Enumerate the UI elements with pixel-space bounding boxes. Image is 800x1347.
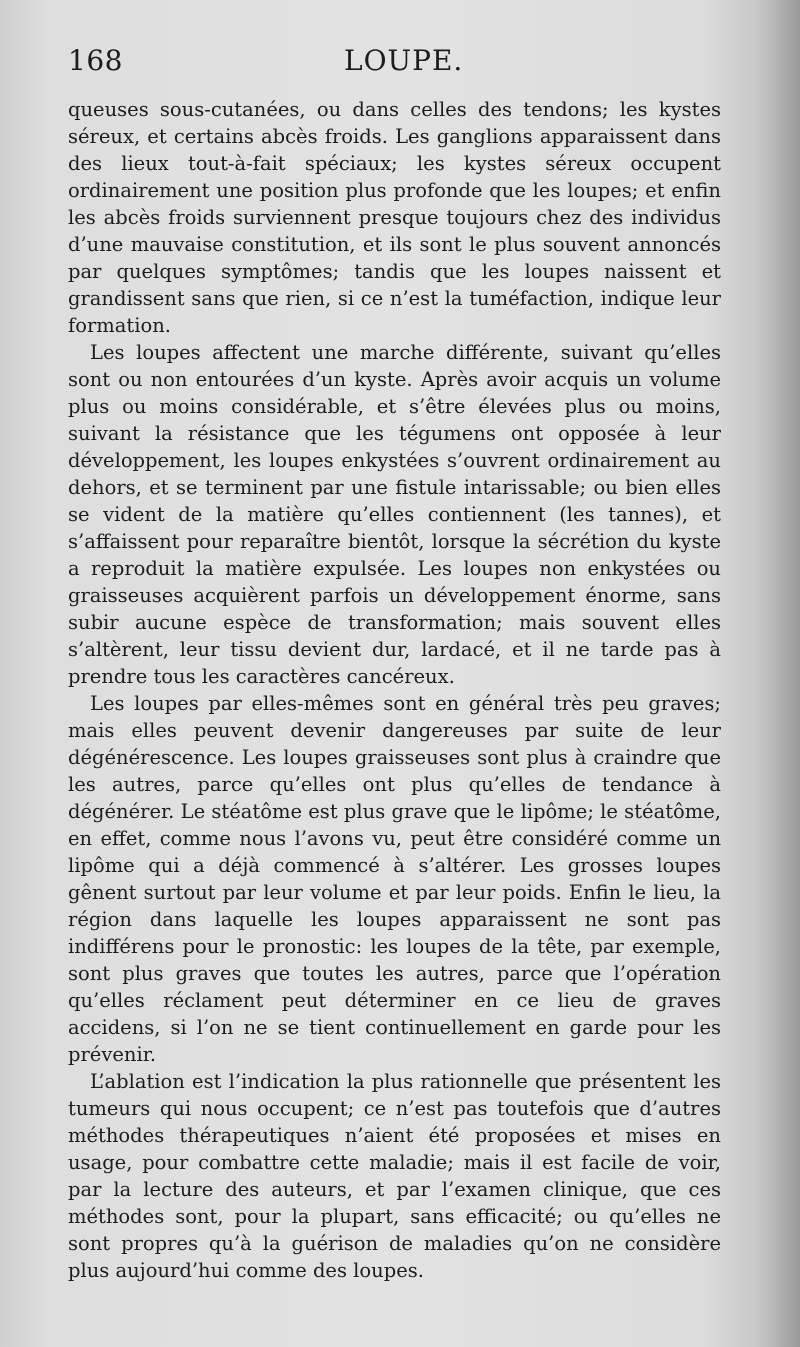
paragraph-continuation: queuses sous-cutanées, ou dans celles des tendons; les kystes séreux, et certains abcès froids. Les ganglions apparaissent dans des lieux tout-à-fait spéciaux; les kystes séreux occupent ordinairement une position plus profonde que les loupes; et enfin les abcès froids surviennent presque toujours chez des individus d’une mauvaise constitution, et ils sont le plus souvent annoncés par quelques symptômes; tandis que les loupes naissent et grandissent sans que rien, si ce n’est la tuméfaction, indique leur formation. — [68, 98, 721, 337]
page-header — [68, 40, 721, 88]
page-number: 168 — [68, 44, 123, 77]
body-text — [68, 96, 721, 1284]
running-head: LOUPE. — [344, 44, 464, 77]
spine-shadow — [754, 0, 800, 1347]
paragraph-treatment: L’ablation est l’indication la plus rationnelle que présentent les tumeurs qui nous occupent; ce n’est pas toutefois que d’autres méthodes thérapeutiques n’aient été proposées et mises en usage, pour combattre cette maladie; mais il est facile de voir, par la lecture des auteurs, et par l’examen clinique, que ces méthodes sont, pour la plupart, sans efficacité; ou qu’elles ne sont propres qu’à la guérison de maladies qu’on ne considère plus aujourd’hui comme des loupes. — [68, 1070, 721, 1282]
paragraph-progression: Les loupes affectent une marche différente, suivant qu’elles sont ou non entourées d’un kyste. Après avoir acquis un volume plus ou moins considérable, et s’être élevées plus ou moins, suivant la résistance que les tégumens ont opposée à leur développement, les loupes enkystées s’ouvrent ordinairement au dehors, et se terminent par une fistule intarissable; ou bien elles se vident de la matière qu’elles contiennent (les tannes), et s’affaissent pour reparaître bientôt, lorsque la sécrétion du kyste a reproduit la matière expulsée. Les loupes non enkystées ou graisseuses acquièrent parfois un développement énorme, sans subir aucune espèce de transformation; mais souvent elles s’altèrent, leur tissu devient dur, lardacé, et il ne tarde pas à prendre tous les caractères cancéreux. — [68, 341, 721, 688]
paragraph-prognosis: Les loupes par elles-mêmes sont en général très peu graves; mais elles peuvent devenir dangereuses par suite de leur dégénérescence. Les loupes graisseuses sont plus à craindre que les autres, parce qu’elles ont plus qu’elles de tendance à dégénérer. Le stéatôme est plus grave que le lipôme; le stéatôme, en effet, comme nous l’avons vu, peut être considéré comme un lipôme qui a déjà commencé à s’altérer. Les grosses loupes gênent surtout par leur volume et par leur poids. Enfin le lieu, la région dans laquelle les loupes apparaissent ne sont pas indifférens pour le pronostic: les loupes de la tête, par exemple, sont plus graves que toutes les autres, parce que l’opération qu’elles réclament peut déterminer en ce lieu de graves accidens, si l’on ne se tient continuellement en garde pour les prévenir. — [68, 692, 721, 1066]
